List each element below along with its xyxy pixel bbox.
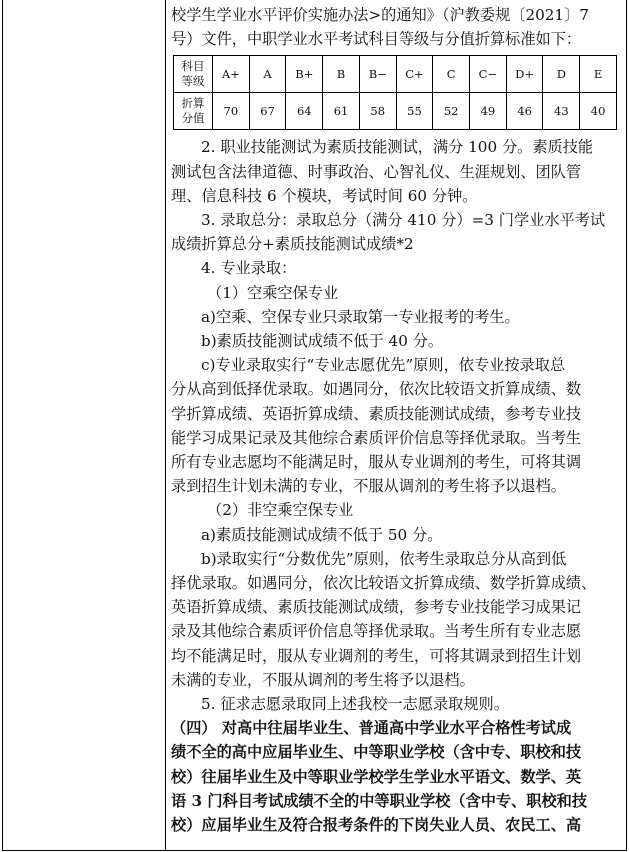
grade-cell: D+	[506, 56, 543, 93]
subsection-line: 择优录取。如遇同分，依次比较语文折算成绩、数学折算成绩、	[171, 574, 597, 593]
row-header-grade	[174, 56, 213, 93]
subsection-line: c)专业录取实行“专业志愿优先”原则，依专业按录取总	[201, 356, 566, 375]
row-header-score	[174, 93, 213, 130]
subsection-line: 英语折算成绩、素质技能测试成绩，参考专业技能学习成果记	[171, 598, 582, 617]
table-row-scores	[174, 93, 617, 130]
text-line: 校学生学业水平评价实施办法>的通知》（沪教委规〔2021〕7	[171, 6, 589, 24]
subsection-heading: （1）空乘空保专业	[207, 283, 339, 302]
grade-score-table	[173, 55, 617, 130]
score-cell: 61	[323, 93, 360, 130]
row-header-text: 科目	[181, 59, 205, 74]
paragraph-5-line: 5. 征求志愿录取同上述我校一志愿录取规则。	[201, 695, 509, 714]
grade-cell: A+	[213, 56, 250, 93]
score-cell: 64	[286, 93, 323, 130]
grade-cell: B−	[359, 56, 396, 93]
section-4-line: 校）应届毕业生及符合报考条件的下岗失业人员、农民工、高	[171, 816, 582, 835]
score-cell: 46	[506, 93, 543, 130]
subsection-line: 录到招生计划未满的专业，不服从调剂的考生将予以退档。	[171, 477, 566, 496]
grade-cell: C	[433, 56, 470, 93]
score-cell: 49	[470, 93, 507, 130]
section-4-line: 校）往届毕业生及中等职业学校学生学业水平语文、数学、英	[171, 767, 582, 786]
row-header-text: 分值	[181, 111, 205, 126]
subsection-line: b)素质技能测试成绩不低于 40 分。	[201, 332, 444, 351]
paragraph-2-line: 理、信息科技 6 个模块，考试时间 60 分钟。	[171, 186, 478, 205]
grade-cell: C−	[470, 56, 507, 93]
grade-cell: E	[580, 56, 617, 93]
text-line: 号）文件，中职学业水平考试科目等级与分值折算标准如下：	[171, 30, 582, 49]
score-cell: 52	[433, 93, 470, 130]
subsection-heading: （2）非空乘空保专业	[207, 501, 354, 520]
score-cell: 58	[359, 93, 396, 130]
table-row-grades	[174, 56, 617, 93]
subsection-line: a)素质技能测试成绩不低于 50 分。	[201, 525, 443, 544]
section-4-line: 绩不全的高中应届毕业生、中等职业学校（含中专、职校和技	[171, 743, 582, 762]
paragraph-2-line: 2. 职业技能测试为素质技能测试，满分 100 分。素质技能	[201, 138, 594, 157]
paragraph-3-line: 3. 录取总分：录取总分（满分 410 分）=3 门学业水平考试	[201, 211, 606, 230]
grade-cell: D	[543, 56, 580, 93]
section-4-line: 语 3 门科目考试成绩不全的中等职业学校（含中专、职校和技	[171, 791, 588, 810]
row-header-text: 等级	[181, 74, 205, 89]
section-4-heading-line: （四） 对高中往届毕业生、普通高中学业水平合格性考试成	[171, 719, 572, 738]
grade-cell: B	[323, 56, 360, 93]
subsection-line: b)录取实行“分数优先”原则，依考生录取总分从高到低	[201, 549, 567, 568]
subsection-line: 均不能满足时，服从专业调剂的考生，可将其调录到招生计划	[171, 646, 582, 665]
score-cell: 40	[580, 93, 617, 130]
score-cell: 70	[213, 93, 250, 130]
subsection-line: 分从高到低择优录取。如遇同分，依次比较语文折算成绩、数	[171, 380, 582, 399]
score-cell: 55	[396, 93, 433, 130]
content-cell	[171, 0, 621, 837]
paragraph-3-line: 成绩折算总分+素质技能测试成绩*2	[171, 235, 414, 254]
subsection-line: a)空乘、空保专业只录取第一专业报考的考生。	[201, 307, 520, 326]
grade-cell: C+	[396, 56, 433, 93]
score-cell: 43	[543, 93, 580, 130]
subsection-line: 学折算成绩、英语折算成绩、素质技能测试成绩，参考专业技	[171, 404, 582, 423]
score-cell: 67	[249, 93, 286, 130]
subsection-line: 未满的专业，不服从调剂的考生将予以退档。	[171, 670, 475, 689]
table-column-divider	[165, 0, 166, 851]
paragraph-4-heading: 4. 专业录取：	[201, 259, 297, 278]
subsection-line: 能学习成果记录及其他综合素质评价信息等择优录取。当考生	[171, 428, 582, 447]
grade-cell: A	[249, 56, 286, 93]
row-header-text: 折算	[181, 96, 205, 111]
grade-cell: B+	[286, 56, 323, 93]
subsection-line: 所有专业志愿均不能满足时，服从专业调剂的考生，可将其调	[171, 453, 582, 472]
subsection-line: 录及其他综合素质评价信息等择优录取。当考生所有专业志愿	[171, 622, 582, 641]
paragraph-2-line: 测试包含法律道德、时事政治、心智礼仪、生涯规划、团队管	[171, 162, 582, 181]
